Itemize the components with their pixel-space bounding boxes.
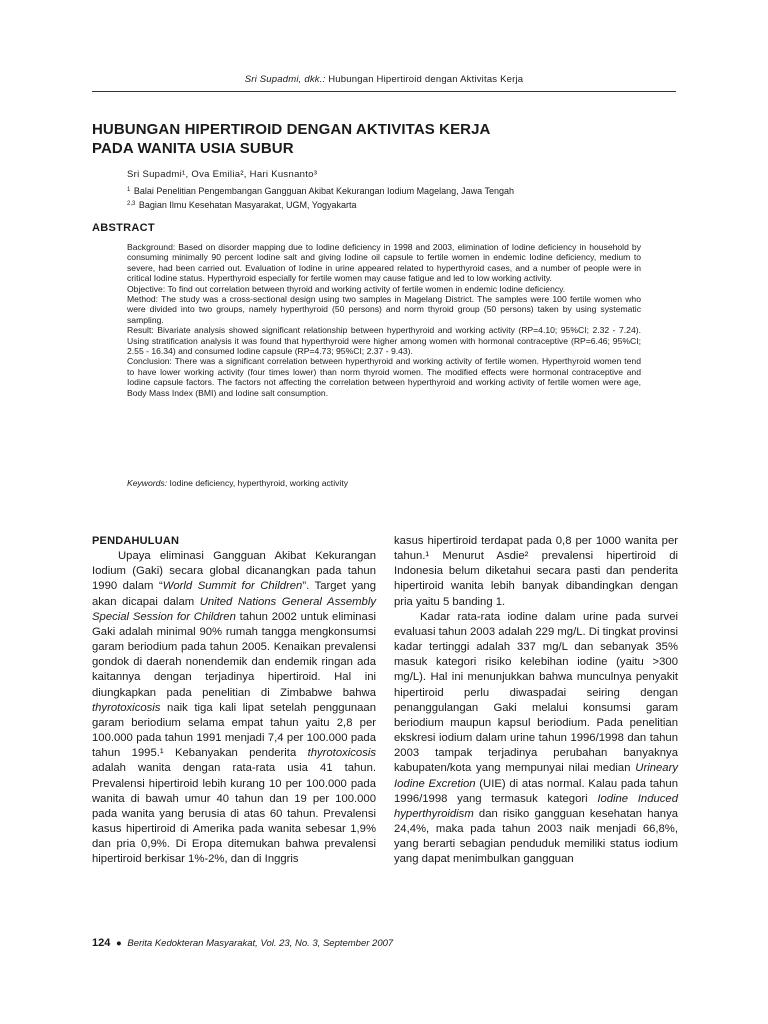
affiliation-1-mark: 1 <box>127 187 131 193</box>
bullet-icon: ● <box>116 938 122 949</box>
paragraph <box>92 549 376 867</box>
title-line-1: HUBUNGAN HIPERTIROID DENGAN AKTIVITAS KERJA <box>92 121 491 138</box>
keywords <box>127 478 348 488</box>
journal-citation: Berita Kedokteran Masyarakat, Vol. 23, No. 3, September 2007 <box>127 938 394 949</box>
text-run-italic: thyrotoxicosis <box>307 747 376 760</box>
text-run-italic: World Summit for Children <box>162 580 303 593</box>
section-heading-pendahuluan: PENDAHULUAN <box>92 535 180 547</box>
abstract-method: Method: The study was a cross-sectional design using two samples in Magelang District. The samples were 100 fertile women who were divided into two groups, namely hyperthyroid (50 persons) and norm thyroid group (50 persons) taken by using systematic sampling. <box>127 294 641 325</box>
text-run-italic: Urineary Iodine Excretion <box>394 762 678 790</box>
title-line-2: PADA WANITA USIA SUBUR <box>92 140 294 157</box>
article-title <box>92 120 652 158</box>
text-run: ”. Target yang akan dicapai dalam <box>92 580 376 608</box>
running-head <box>92 74 676 85</box>
paragraph <box>394 610 678 868</box>
affiliation-2-text: Bagian Ilmu Kesehatan Masyarakat, UGM, Yogyakarta <box>138 200 357 210</box>
text-run: (UIE) di atas normal. Kalau pada tahun 1996/1998 yang termasuk kategori <box>394 777 678 805</box>
text-run: tahun 2002 untuk eliminasi Gaki adalah minimal 90% rumah tangga mengkonsumsi garam beriodium pada tahun 2005. Kenaikan prevalensi gondok di daerah nonendemik dan endemik ringan ada kaitannya dengan terjadinya hipertiroid. Hal ini diungkapkan pada penelitian di Zimbabwe bahwa <box>92 610 376 699</box>
affiliation-2 <box>127 200 356 210</box>
text-run: adalah wanita dengan rata-rata usia 41 tahun. Prevalensi hipertiroid lebih kurang 10 per 100.000 pada wanita di bawah umur 40 tahun dan 19 per 100.000 pada wanita yang berusia di atas 60 tahun. Prevalensi kasus hipertiroid di Amerika pada wanita sebesar 1,9% dan pria 0,9%. Di Eropa ditemukan bahwa prevalensi hipertiroid berkisar 1%-2%, dan di Inggris <box>92 762 376 866</box>
text-run: naik tiga kali lipat setelah penggunaan garam beriodium selama empat tahun yaitu 2,8 per 100.000 pada tahun 1991 menjadi 7,4 per 100.000 pada tahun 1995.¹ Kebanyakan penderita <box>92 701 376 760</box>
text-run-italic: thyrotoxicosis <box>92 701 161 714</box>
affiliation-1-text: Balai Penelitian Pengembangan Gangguan Akibat Kekurangan Iodium Magelang, Jawa Tengah <box>133 186 514 196</box>
abstract-background: Background: Based on disorder mapping due to Iodine deficiency in 1998 and 2003, elimination of Iodine deficiency in household by consuming minimally 90 percent Iodine salt and giving Iodine oil capsule to fertile women in endemic Iodine deficiency, medium to severe, had been carried out. Evaluation of Iodine in urine appeared related to hyperthyroid cases, and a number of people were in critical Iodine status. Hyperthyroid especially for fertile women may cause fatigue and led to low working activity. <box>127 242 641 284</box>
text-run-italic: United Nations General Assembly Special Session for Children <box>92 595 376 623</box>
text-run: Kadar rata-rata iodine dalam urine pada survei evaluasi tahun 2003 adalah 229 mg/L. Di tingkat provinsi kadar tertinggi adalah 337 mg/L dan sebanyak 35% masuk kategori risiko kelebihan iodine (yaitu >300 mg/L). Hal ini menunjukkan bahwa munculnya penyakit hipertiroid perlu diwaspadai seiring dengan penanggulangan Gaki melalui konsumsi garam beriodium maupun kapsul beriodium. Pada penelitian ekskresi iodium dalam urine tahun 1996/1998 dan tahun 2003 tampak terjadinya perubahan banyaknya kabupaten/kota yang mempunyai nilai median <box>394 610 678 775</box>
text-run-italic: Iodine Induced hyperthyroidism <box>394 792 678 820</box>
body-column-left <box>92 534 376 867</box>
abstract-body <box>127 242 641 398</box>
affiliation-1 <box>127 186 514 196</box>
header-rule <box>92 91 676 92</box>
running-head-title: Hubungan Hipertiroid dengan Aktivitas Kerja <box>328 74 524 85</box>
abstract-result: Result: Bivariate analysis showed significant relationship between hyperthyroid and working activity (RP=4.10; 95%CI; 2.32 - 7.24). Using stratification analysis it was found that hyperthyroid were higher among women with hormonal contraceptive (RP=6.46; 95%CI; 2.55 - 16.34) and consumed Iodine capsule (RP=4.73; 95%CI; 2.37 - 9.43). <box>127 325 641 357</box>
keywords-label: Keywords: <box>127 478 168 488</box>
running-head-authors: Sri Supadmi, dkk.: <box>244 74 326 85</box>
paragraph: kasus hipertiroid terdapat pada 0,8 per 1000 wanita per tahun.¹ Menurut Asdie² prevalensi hipertiroid di Indonesia belum diketahui secara pasti dan penderita hipertiroid wanita lebih banyak dibandingkan dengan pria yaitu 5 banding 1. <box>394 535 678 608</box>
abstract-heading: ABSTRACT <box>92 222 155 234</box>
keywords-text: Iodine deficiency, hyperthyroid, working activity <box>169 478 348 488</box>
abstract-objective: Objective: To find out correlation between thyroid and working activity of fertile women in endemic Iodine deficiency. <box>127 283 566 294</box>
text-run: dan risiko gangguan kesehatan hanya 24,4%, maka pada tahun 2003 naik menjadi 66,8%, yang berarti sebagian penduduk memiliki status iodium yang dapat menimbulkan gangguan <box>394 807 678 866</box>
page-footer <box>92 937 393 949</box>
affiliation-2-mark: 2,3 <box>127 201 136 207</box>
abstract-conclusion: Conclusion: There was a significant correlation between hyperthyroid and working activity of fertile women. Hyperthyroid women tend to have lower working activity (four times lower) than norm thyroid women. The modified effects were hormonal contraceptive and Iodine capsule factors. The factors not affecting the correlation between hyperthyroid and working activity of fertile women were age, Body Mass Index (BMI) and Iodine salt consumption. <box>127 356 641 398</box>
author-list: Sri Supadmi¹, Ova Emilia², Hari Kusnanto³ <box>127 169 318 180</box>
text-run: Upaya eliminasi Gangguan Akibat Kekurangan Iodium (Gaki) secara global dicanangkan pada tahun 1990 dalam “ <box>92 550 376 593</box>
page-number: 124 <box>92 937 111 949</box>
body-column-right <box>394 534 678 867</box>
